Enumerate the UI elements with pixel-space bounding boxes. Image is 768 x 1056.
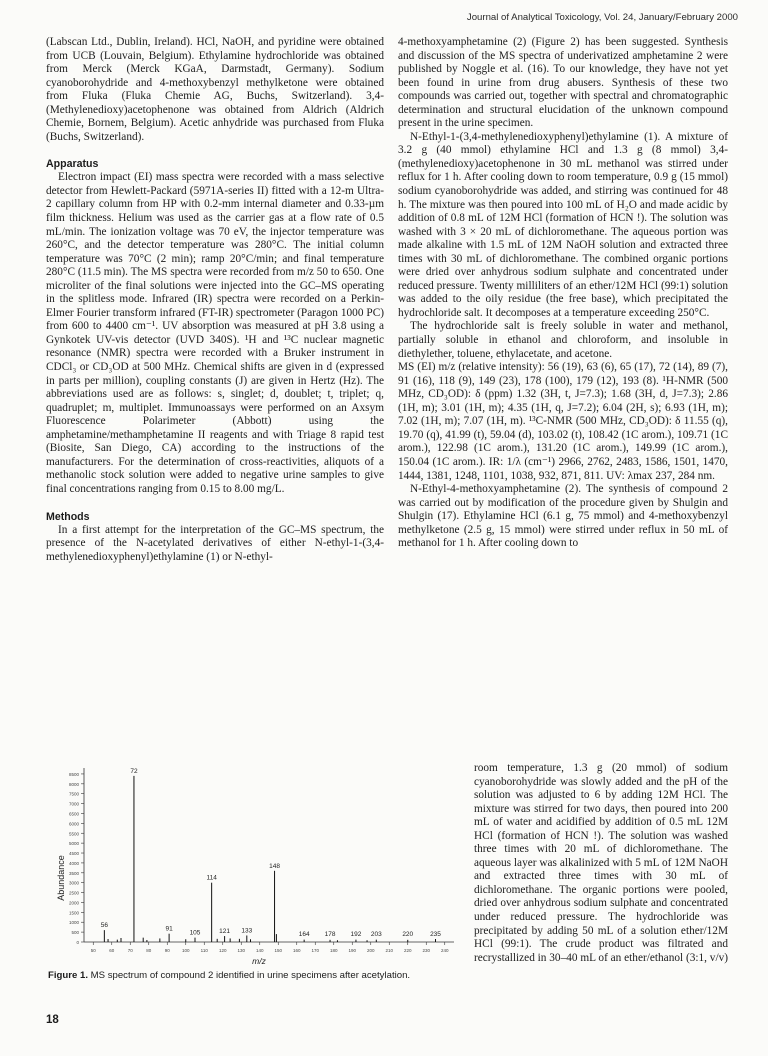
y-tick-label: 6500	[68, 811, 79, 817]
x-tick-label: 150	[274, 948, 283, 953]
peak-label: 72	[130, 767, 138, 775]
figure-caption	[48, 970, 464, 981]
running-header: Journal of Analytical Toxicology, Vol. 24, January/February 2000	[466, 12, 738, 23]
apparatus-heading: Apparatus	[46, 158, 99, 171]
x-tick-label: 240	[440, 948, 449, 953]
caption-text: MS spectrum of compound 2 identified in urine specimens after acetylation.	[90, 970, 411, 981]
y-tick-label: 1500	[68, 910, 79, 916]
x-tick-label: 140	[255, 948, 264, 953]
methods-paragraph: In a first attempt for the interpretation of the GC–MS spectrum, the presence of the N-acetylated derivatives of either N-ethyl-1-(3,4-methylenedioxyphenyl)ethylamine (1) or N-ethyl-	[46, 523, 384, 563]
peak-label: 164	[298, 931, 310, 939]
peak-label: 133	[241, 927, 253, 935]
x-tick-label: 130	[237, 948, 246, 953]
x-tick-label: 50	[90, 948, 96, 953]
x-tick-label: 220	[403, 948, 412, 953]
peak-label: 56	[100, 922, 108, 930]
synthesis-2-continued: room temperature, 1.3 g (20 mmol) of sodium cyanoborohydride was slowly added and the pH of the solution was adjusted to 6 by adding 12M HCl. The mixture was stirred for two days, then poured into 200 mL of water and acidified by addition of 0.5 mL 12M HCl (formation of HCN !). The solution was washed three times with 20 mL of dichloromethane. The aqueous layer was alkalinized with 5 mL of 12M NaOH and extracted three times with 30 mL of dichloromethane. The organic portions were pooled, dried over anhydrous sodium sulphate and concentrated under reduced pressure. The hydrochloride was precipitated by adding 50 mL of a solution ether/12M HCl (99:1). The crude product was filtrated and recrystallized in 30–40 mL of an ether/ethanol (3:1, v/v)	[474, 762, 728, 964]
y-tick-label: 5500	[68, 831, 79, 837]
x-tick-label: 110	[200, 948, 208, 953]
y-tick-label: 1000	[68, 920, 79, 926]
y-tick-label: 6000	[68, 821, 79, 827]
x-tick-label: 190	[348, 948, 357, 953]
x-tick-label: 70	[127, 948, 133, 953]
y-tick-label: 2500	[68, 890, 79, 896]
y-tick-label: 7500	[68, 791, 79, 797]
page-number: 18	[46, 1014, 59, 1026]
peak-label: 235	[430, 931, 441, 939]
synthesis-2-paragraph: N-Ethyl-4-methoxyamphetamine (2). The synthesis of compound 2 was carried out by modification of the procedure given by Shulgin and Shulgin (17). Ethylamine HCl (6.1 g, 75 mmol) and 4-methoxybenzyl methylketone (2.5 g, 15 mmol) were stirred under reflux in 50 mL of methanol for 1 h. After cooling down to	[398, 483, 728, 550]
y-tick-label: 8000	[68, 781, 79, 787]
y-tick-label: 2000	[68, 900, 79, 906]
y-tick-label: 5000	[68, 841, 79, 847]
y-tick-label: 4500	[68, 851, 79, 857]
peak-label: 220	[402, 931, 414, 939]
x-tick-label: 200	[366, 948, 375, 953]
solubility-paragraph: The hydrochloride salt is freely soluble in water and methanol, partially soluble in ethanol and chloroform, and insoluble in diethylether, toluene, ethylacetate, and acetone.	[398, 320, 728, 360]
methods-heading: Methods	[46, 510, 90, 523]
peak-label: 148	[269, 862, 280, 870]
spectral-data-paragraph: MS (EI) m/z (relative intensity): 56 (19), 63 (6), 65 (17), 72 (14), 89 (7), 91 (16), 118 (9), 149 (23), 178 (100), 179 (12), 193 (8). ¹H-NMR (500 MHz, CD₃OD): δ (ppm) 1.32 (3H, t, J=7.3); 1.68 (3H, d, J=7.3); 2.86 (1H, m); 3.01 (1H, m); 4.35 (1H, q, J=7.2); 6.04 (2H, s); 6.93 (1H, m); 7.02 (1H, m); 7.07 (1H, m). ¹³C-NMR (500 MHz, CD₃OD): δ 11.55 (q), 19.70 (q), 41.99 (t), 59.04 (d), 103.02 (t), 108.42 (1C arom.), 109.71 (1C arom.), 122.98 (1C arom.), 131.20 (1C arom.), 149.99 (1C arom.), 150.04 (1C arom.). IR: 1/λ (cm⁻¹) 2966, 2762, 2483, 1586, 1501, 1470, 1444, 1381, 1248, 1101, 1038, 932, 871, 811. UV: λmax 237, 284 nm.	[398, 361, 728, 482]
ms-spectrum-chart	[44, 760, 464, 970]
right-column	[398, 36, 728, 551]
figure-1	[44, 760, 464, 990]
apparatus-paragraph: Electron impact (EI) mass spectra were recorded with a mass selective detector from Hewlett-Packard (5971A-series II) fitted with a 12-m Ultra-2 capillary column from HP with 0.2-mm internal diameter and 0.33-µm film thickness. Helium was used as the carrier gas at a flow rate of 0.5 mL/min. The ionization voltage was 70 eV, the injector temperature was 260°C, and the detector temperature was 280°C. The initial column temperature was 70°C (2 min); ramp 20°C/min; and final temperature 280°C (11.5 min). The MS spectra were recorded from m/z 50 to 650. One microliter of the final solutions were injected into the GC–MS operating in the splitless mode. Infrared (IR) spectra were recorded on a Perkin-Elmer Fourier transform infrared (FT-IR) spectrometer (Paragon 1000 PC) from 600 to 4400 cm⁻¹. UV absorption was measured at pH 3.8 using a Gynkotek UV-vis detector (UVD 340S). ¹H and ¹³C nuclear magnetic resonance (NMR) spectra were recorded with a Bruker instrument in CDCl₃ or CD₃OD at 500 MHz. Chemical shifts are given in d (expressed in parts per million), coupling constants (J) are given in Hertz (Hz). The abbreviations used are as follows: s, singlet; d, doublet; t, triplet; q, quadruplet; m, multiplet. Immunoassays were performed on an Axsym Fluorescence Polarimeter (Abbott) using the amphetamine/methamphetamine II reagents and with Triage 8 rapid test (Biosite, San Diego, CA) according to the instructions of the manufacturers. For the determination of cross-reactivities, aliquots of a methanolic stock solution were added to negative urine samples to give final concentrations ranging from 0.15 to 8.00 mg/L.	[46, 171, 384, 495]
x-tick-label: 180	[329, 948, 338, 953]
x-tick-label: 100	[181, 948, 190, 953]
peak-label: 203	[370, 931, 382, 939]
peak-label: 105	[189, 929, 201, 937]
y-tick-label: 0	[76, 940, 79, 945]
x-tick-label: 90	[164, 948, 170, 953]
x-tick-label: 230	[422, 948, 431, 953]
x-axis-label: m/z	[252, 956, 266, 966]
x-tick-label: 170	[311, 948, 320, 953]
x-tick-label: 160	[292, 948, 301, 953]
peak-label: 91	[165, 925, 173, 933]
materials-paragraph: (Labscan Ltd., Dublin, Ireland). HCl, NaOH, and pyridine were obtained from UCB (Louvain, Belgium). Ethylamine hydrochloride was obtained from Merck (Merck KGaA, Darmstadt, Germany). Sodium cyanoborohydride and 4-methoxybenzyl methylketone were obtained from Fluka (Fluka Chemie AG, Buchs, Switzerland). 3,4-(Methylenedioxy)acetophenone was obtained from Aldrich (Aldrich Chemie, Bornem, Belgium). Acetic anhydride was purchased from Fluka (Buchs, Switzerland).	[46, 36, 384, 143]
y-tick-label: 4000	[68, 860, 79, 866]
peak-label: 114	[206, 874, 217, 882]
caption-label: Figure 1.	[48, 970, 88, 981]
left-column	[46, 36, 384, 564]
narrow-column-continuation	[474, 762, 728, 965]
x-tick-label: 60	[109, 948, 115, 953]
y-tick-label: 3000	[68, 880, 79, 886]
x-tick-label: 120	[218, 948, 227, 953]
y-tick-label: 3500	[68, 870, 79, 876]
x-tick-label: 210	[385, 948, 394, 953]
peak-label: 178	[324, 931, 336, 939]
y-tick-label: 8500	[68, 771, 79, 777]
right-paragraph-1: 4-methoxyamphetamine (2) (Figure 2) has been suggested. Synthesis and discussion of the MS spectra of underivatized amphetamine 2 were published by Noggle et al. (16). To our knowledge, they have not yet been found in urine from drug abusers. Synthesis of these two compounds was carried out, together with spectral and chromatographic determination and structural elucidation of the unknown compound present in the urine specimen.	[398, 36, 728, 130]
y-tick-label: 7000	[68, 801, 79, 807]
peak-label: 121	[219, 928, 231, 936]
synthesis-1-paragraph: N-Ethyl-1-(3,4-methylenedioxyphenyl)ethylamine (1). A mixture of 3.2 g (40 mmol) ethylamine HCl and 1.3 g (8 mmol) 3,4-(methylenedioxy)acetophenone in 30 mL methanol was stirred under reflux for 1 h. After cooling down to room temperature, 0.9 g (15 mmol) sodium cyanoborohydride was added, and stirring was continued for 48 h. The mixture was then poured into 100 mL of H₂O and made acidic by addition of 0.8 mL of 12M HCl (formation of HCN !). The solution was washed with 3 × 20 mL of dichloromethane. The aqueous portion was made alkaline with 1.5 mL of 12M NaOH solution and extracted three times with 30 mL of dichloromethane. The combined organic portions were dried over anhydrous sodium sulphate and concentrated under reduced pressure. Twenty milliliters of an ether/12M HCl (99:1) solution was added to the oily residue (the free base), which precipitated the hydrochloride salt. It decomposes at a temperature exceeding 250°C.	[398, 130, 728, 319]
y-tick-label: 500	[71, 930, 79, 936]
x-tick-label: 80	[146, 948, 152, 953]
y-axis-label: Abundance	[56, 855, 66, 901]
peak-label: 192	[350, 931, 362, 939]
